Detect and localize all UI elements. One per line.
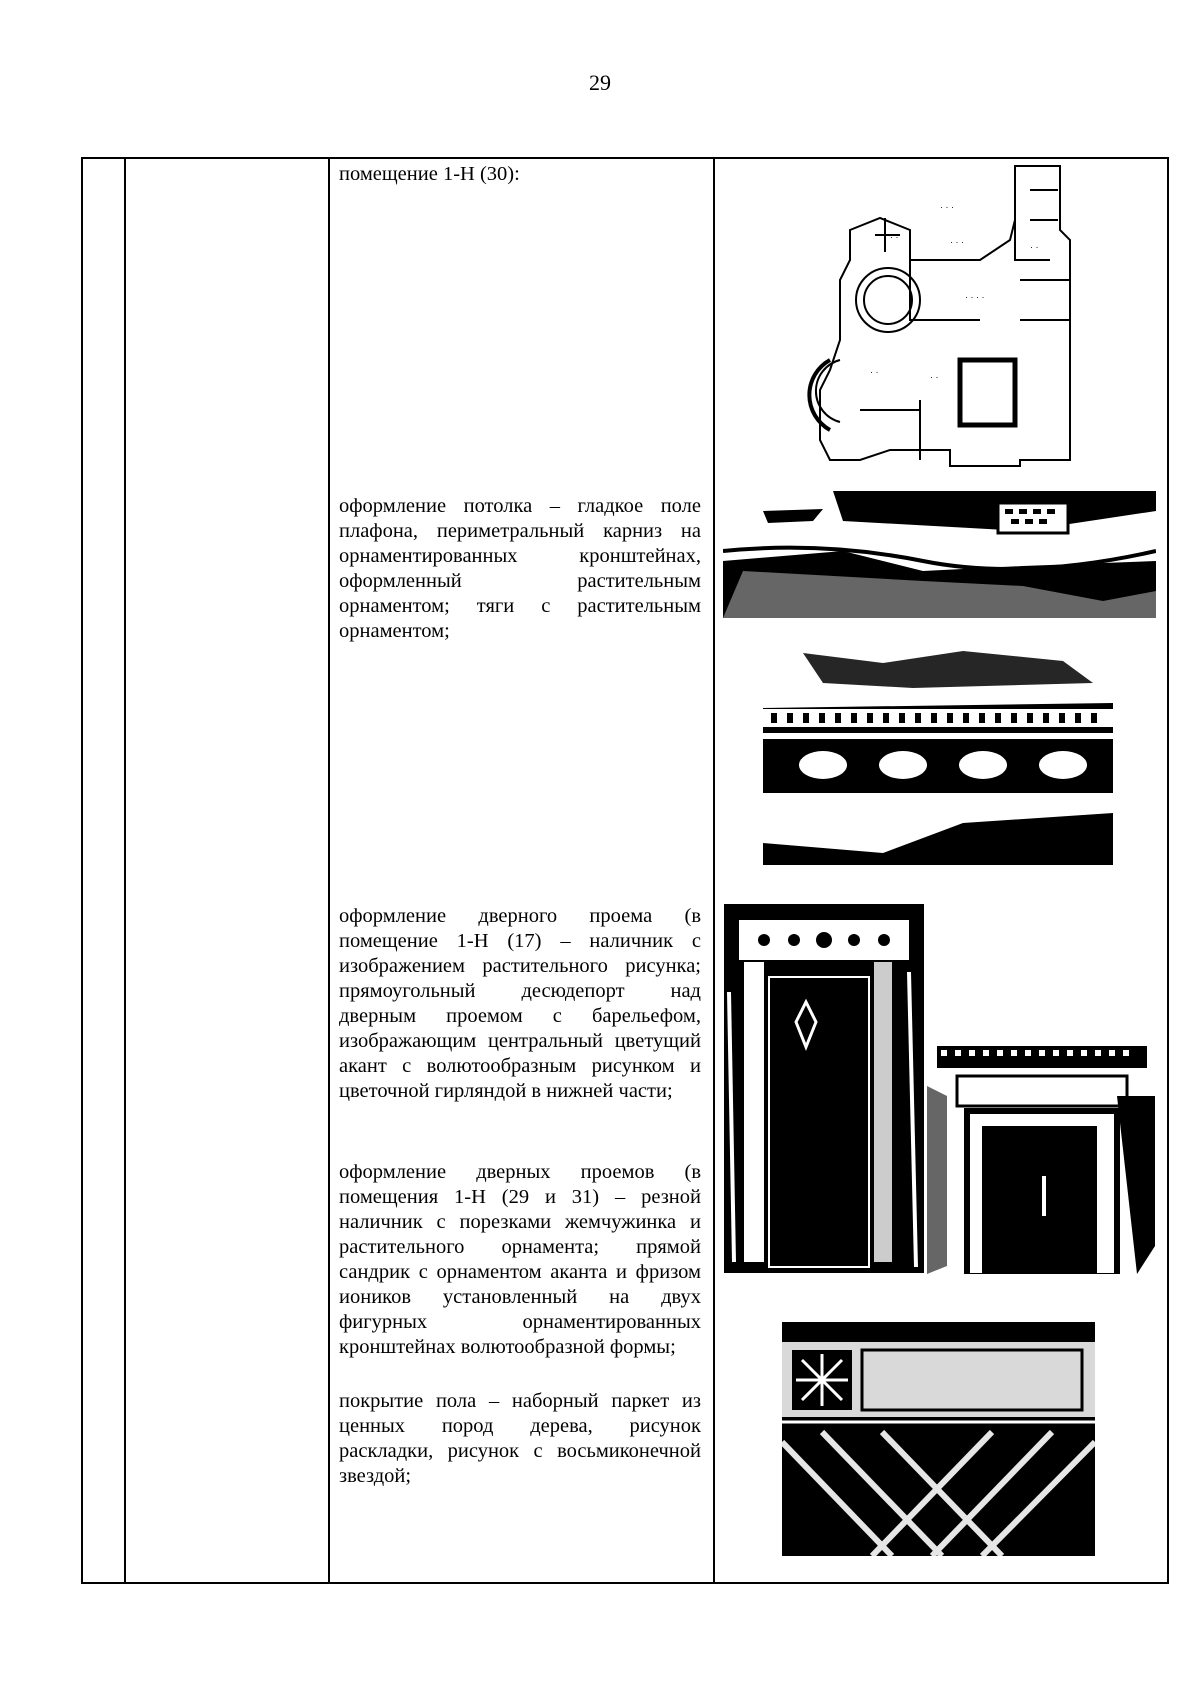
floor-description: покрытие пола – наборный паркет из ценных пород дерева, рисунок раскладки, рисунок с восьмиконечной звездой; (339, 1390, 701, 1487)
svg-text:· ·: · · (1030, 242, 1039, 252)
svg-text:· · · ·: · · · · (965, 292, 985, 302)
ceiling-photo-drawing (723, 491, 1156, 618)
door-17-photo-drawing (724, 892, 924, 1273)
parquet-floor-photo (782, 1322, 1095, 1556)
column-divider (124, 159, 126, 1582)
cornice-photo (763, 643, 1113, 865)
doors-29-31-photo-drawing (927, 1036, 1157, 1274)
floor-plan-drawing (800, 160, 1090, 472)
svg-text:· · ·: · · · (940, 202, 954, 212)
svg-text:· ·: · · (890, 232, 899, 242)
cornice-photo-drawing (763, 643, 1113, 865)
column-divider (713, 159, 715, 1582)
room-heading: помещение 1-Н (30): (339, 163, 520, 185)
svg-text:· ·: · · (870, 367, 879, 377)
column-divider (328, 159, 330, 1582)
svg-text:· ·: · · (930, 372, 939, 382)
door-17-photo (724, 892, 924, 1273)
svg-text:· · ·: · · · (950, 237, 964, 247)
page-number: 29 (589, 70, 611, 95)
parquet-floor-photo-drawing (782, 1322, 1095, 1556)
ceiling-description: оформление потолка – гладкое поле плафона, периметральный карниз на орнаментированных кронштейнах, оформленный растительным орнаментом; тяги с растительным орнаментом; (339, 495, 701, 642)
door-17-description: оформление дверного проема (в помещение 1-Н (17) – наличник с изображением растительного рисунка; прямоугольный десюдепорт над дверным проемом с барельефом, изображающим центральный цветущий акант с волютообразным рисунком и цветочной гирляндой в нижней части; (339, 905, 701, 1102)
doors-29-31-description: оформление дверных проемов (в помещения 1-Н (29 и 31) – резной наличник с порезками жемчужинка и растительного орнамента; прямой сандрик с орнаментом аканта и фризом иоников установленный на двух фигурных орнаментированных кронштейнах волютообразной формы; (339, 1161, 701, 1358)
floor-plan-image (800, 160, 1090, 472)
ceiling-photo (723, 491, 1156, 618)
doors-29-31-photo (927, 1036, 1157, 1274)
